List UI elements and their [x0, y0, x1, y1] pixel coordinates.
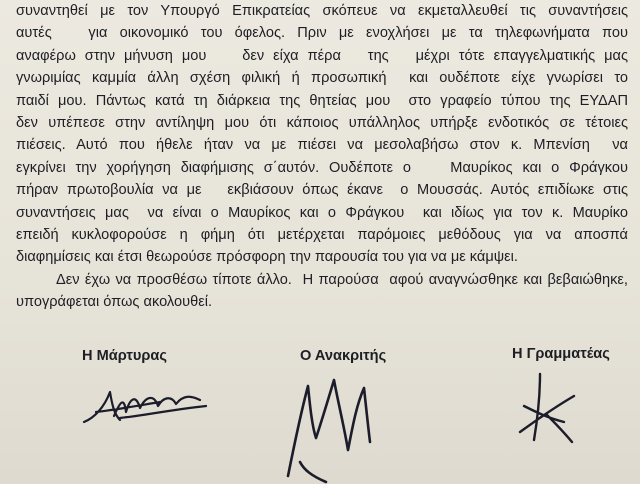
text-line: δεν υπέπεσε στην αντίληψη μου ότι κάποιος υπάλληλος υπήρξε ενδοτικός σε τέτοιες: [16, 114, 628, 131]
witness-signature: [80, 382, 210, 432]
text-line: συναντηθεί με τον Υπουργό Επικρατείας σκόπευε να εκμεταλλευθεί τις συναντήσεις: [16, 3, 628, 19]
text-line: αναφέρω στην μήνυση μου δεν είχα πέρα της μέχρι τότε επαγγελματικής μας: [16, 47, 628, 64]
text-line: διαφημίσεις και έτσι θεωρούσε πρόσφορη την παρουσία του για να με κάμψει.: [16, 249, 518, 266]
text-line: υπογράφεται όπως ακολουθεί.: [16, 294, 212, 311]
witness-label: Η Μάρτυρας: [82, 348, 167, 364]
text-line: πήραν πρωτοβουλία να με εκβιάσουν όπως έκανε ο Μουσσάς. Αυτός επιδίωκε στις: [16, 182, 628, 199]
text-line: πιέσεις. Αυτό που ήθελε ήταν να με πιέσει να μεσολαβήσω στον κ. Μπενίση να: [16, 137, 628, 154]
investigator-signature: [282, 366, 392, 484]
text-line: επειδή κυκλοφορούσε η φήμη ότι μετέρχεται παρόμοιες μεθόδους για να αποσπά: [16, 226, 628, 243]
text-line: παιδί μου. Πάντως κατά τη διάρκεια της θητείας μου στο γραφείο τύπου της ΕΥΔΑΠ: [16, 92, 628, 109]
secretary-signature: [516, 366, 582, 446]
testimony-text: [16, 0, 628, 313]
investigator-label: Ο Ανακριτής: [300, 348, 387, 364]
text-line: συναντήσεις μας να είναι ο Μαυρίκος και ο Φράγκου και ιδίως για τον κ. Μαυρίκο: [16, 204, 628, 221]
secretary-label: Η Γραμματέας: [512, 346, 610, 362]
text-line: Δεν έχω να προσθέσω τίποτε άλλο. Η παρούσα αφού αναγνώσθηκε και βεβαιώθηκε,: [56, 271, 628, 288]
text-line: αυτές για οικονομικό του όφελος. Πριν με ενοχλήσει με τα τηλεφωνήματα που: [16, 25, 628, 42]
text-line: εγκρίνει την χορήγηση διαφήμισης σ΄αυτόν. Ουδέποτε ο Μαυρίκος και ο Φράγκου: [16, 159, 628, 176]
text-line: γνωριμίας καμμία άλλη σχέση φιλική ή προσωπική και ουδέποτε είχε γνωρίσει το: [16, 70, 628, 87]
